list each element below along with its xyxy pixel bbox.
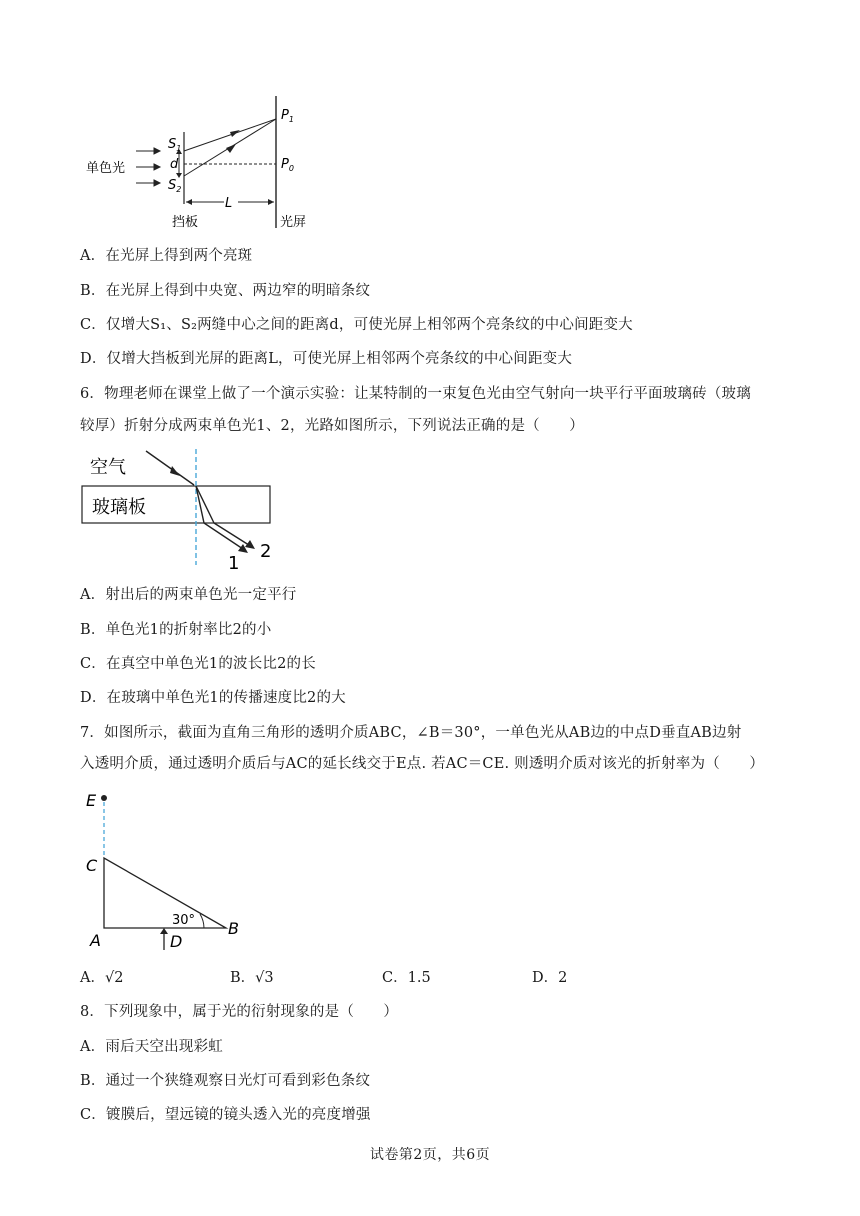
double-slit-figure [80, 92, 330, 232]
point-d-label: D [170, 932, 183, 951]
q6-stem-line1: 6．物理老师在课堂上做了一个演示实验：让某特制的一束复色光由空气射向一块平行平面玻璃砖（玻璃 [80, 386, 751, 402]
q5-option-d: D．仅增大挡板到光屏的距离L，可使光屏上相邻两个亮条纹的中心间距变大 [80, 351, 573, 367]
q7-option-a: A．√2 [80, 970, 124, 986]
s2-label: $S_2$ [168, 178, 182, 194]
air-label: 空气 [90, 457, 126, 478]
triangle-figure [80, 784, 260, 954]
q7-options [80, 966, 780, 988]
q7-option-d: D．2 [532, 970, 568, 986]
q5-option-c: C．仅增大S₁、S₂两缝中心之间的距离d，可使光屏上相邻两个亮条纹的中心间距变大 [80, 317, 633, 333]
L-label: L [225, 196, 233, 211]
monochromatic-light-label: 单色光 [86, 161, 126, 176]
exit-ray-2 [214, 523, 252, 547]
beam-2-label: 2 [260, 541, 272, 562]
page-footer: 试卷第2页，共6页 [369, 1147, 491, 1163]
p1-label: $P_1$ [281, 108, 294, 124]
point-b-label: B [228, 919, 239, 938]
point-a-label: A [90, 931, 101, 950]
q8-stem: 8．下列现象中，属于光的衍射现象的是（ ） [80, 1004, 399, 1020]
q5-option-b: B．在光屏上得到中央宽、两边窄的明暗条纹 [80, 283, 371, 299]
beam-1-label: 1 [228, 553, 240, 574]
point-e [101, 795, 107, 801]
exit-ray-1 [204, 523, 246, 551]
q8-option-b: B．通过一个狭缝观察日光灯可看到彩色条纹 [80, 1073, 371, 1089]
q8-option-c: C．镀膜后，望远镜的镜头透入光的亮度增强 [80, 1107, 371, 1123]
q8-option-a: A．雨后天空出现彩虹 [80, 1039, 223, 1055]
q5-option-a: A．在光屏上得到两个亮斑 [80, 248, 253, 264]
screen-label: 光屏 [280, 215, 307, 230]
q6-option-a: A．射出后的两束单色光一定平行 [80, 587, 297, 603]
q7-stem-line1: 7．如图所示，截面为直角三角形的透明介质ABC，∠B＝30°，一单色光从AB边的中点D垂直AB边射 [80, 725, 742, 741]
ray-s1-p1 [184, 119, 276, 151]
incident-ray [146, 451, 194, 485]
q7-option-b: B．√3 [230, 970, 274, 986]
q6-stem-line2: 较厚）折射分成两束单色光1、2，光路如图所示，下列说法正确的是（ ） [80, 418, 584, 434]
q6-option-b: B．单色光1的折射率比2的小 [80, 622, 272, 638]
incident-arrows [136, 148, 160, 186]
glass-plate-figure [80, 447, 280, 575]
s1-label: $S_1$ [168, 137, 182, 153]
point-e-label: E [86, 791, 97, 810]
angle-label: 30° [172, 913, 196, 928]
p0-label: $P_0$ [281, 157, 294, 173]
d-label: d [170, 157, 179, 172]
triangle-abc [104, 858, 226, 928]
refracted-ray-2 [196, 486, 214, 523]
barrier-label: 挡板 [172, 215, 199, 230]
q6-option-c: C．在真空中单色光1的波长比2的长 [80, 656, 316, 672]
point-c-label: C [86, 856, 98, 875]
q7-stem-line2: 入透明介质，通过透明介质后与AC的延长线交于E点. 若AC＝CE. 则透明介质对该光的折射率为（ ） [80, 756, 765, 772]
glass-label: 玻璃板 [92, 497, 146, 518]
q6-option-d: D．在玻璃中单色光1的传播速度比2的大 [80, 690, 346, 706]
refracted-ray-1 [196, 486, 204, 523]
q7-option-c: C．1.5 [382, 970, 431, 986]
